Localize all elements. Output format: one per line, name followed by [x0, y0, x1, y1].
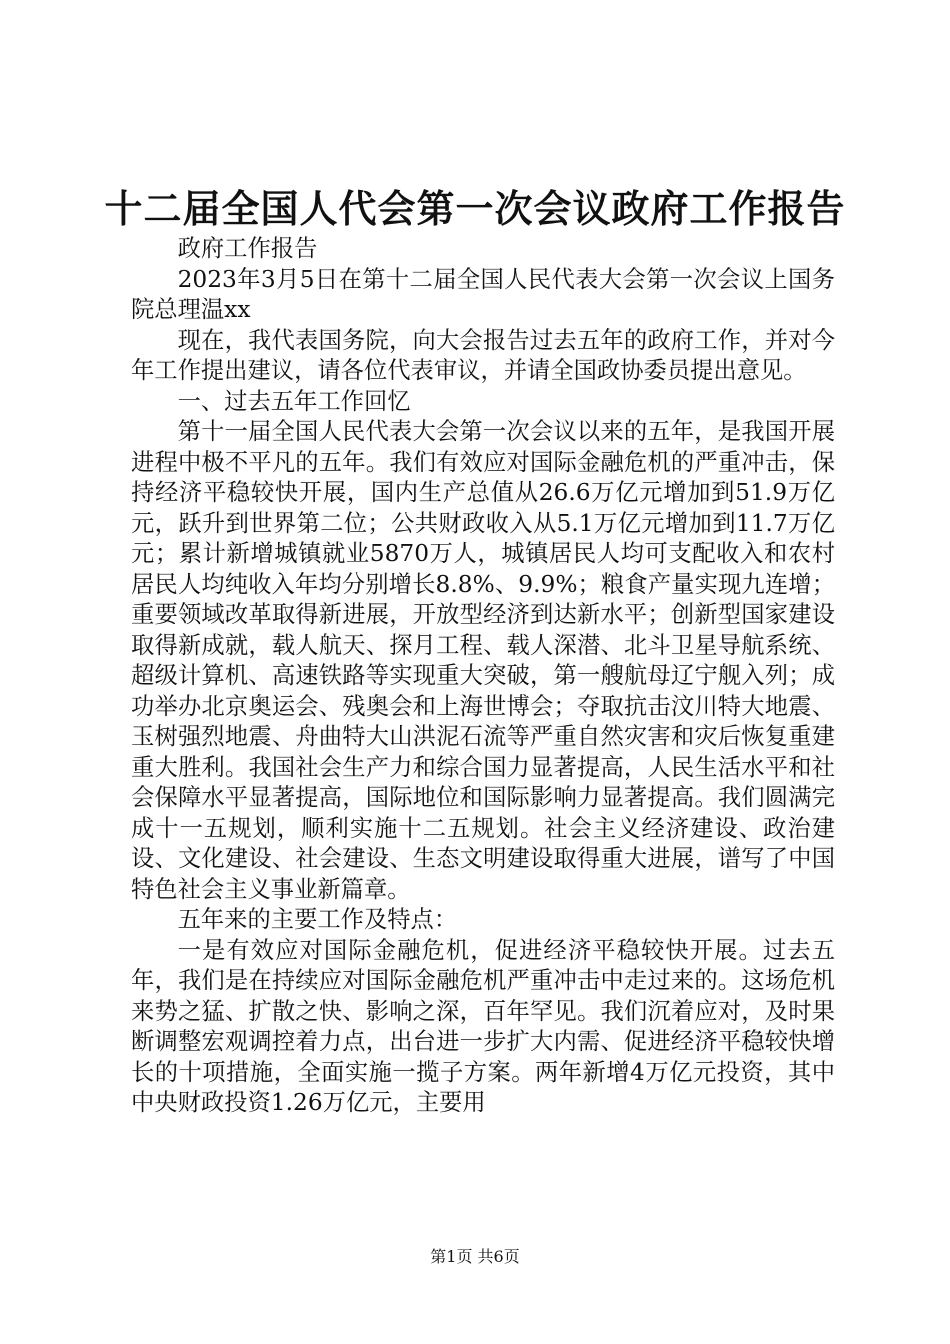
- document-title: 十二届全国人代会第一次会议政府工作报告: [104, 186, 846, 231]
- section-heading: 一、过去五年工作回忆: [177, 387, 411, 415]
- paragraph-intro: 现在，我代表国务院，向大会报告过去五年的政府工作，并对今年工作提出建议，请各位代表审议，并请全国政协委员提出意见。: [131, 326, 835, 384]
- page-footer: 第1页 共6页: [430, 1247, 520, 1266]
- paragraph-point-one: 一是有效应对国际金融危机，促进经济平稳较快开展。过去五年，我们是在持续应对国际金融危机严重冲击中走过来的。这场危机来势之猛、扩散之快、影响之深，百年罕见。我们沉着应对，及时果断调整宏观调控着力点，出台进一步扩大内需、促进经济平稳较快增长的十项措施，全面实施一揽子方案。两年新增4万亿元投资，其中中央财政投资1.26万亿元，主要用: [131, 936, 835, 1116]
- document-body: [131, 234, 835, 1119]
- paragraph-review: 第十一届全国人民代表大会第一次会议以来的五年，是我国开展进程中极不平凡的五年。我们有效应对国际金融危机的严重冲击，保持经济平稳较快开展，国内生产总值从26.6万亿元增加到51.9万亿元，跃升到世界第二位；公共财政收入从5.1万亿元增加到11.7万亿元；累计新增城镇就业5870万人，城镇居民人均可支配收入和农村居民人均纯收入年均分别增长8.8%、9.9%；粮食产量实现九连增；重要领域改革取得新进展，开放型经济到达新水平；创新型国家建设取得新成就，载人航天、探月工程、载人深潜、北斗卫星导航系统、超级计算机、高速铁路等实现重大突破，第一艘航母辽宁舰入列；成功举办北京奥运会、残奥会和上海世博会；夺取抗击汶川特大地震、玉树强烈地震、舟曲特大山洪泥石流等严重自然灾害和灾后恢复重建重大胜利。我国社会生产力和综合国力显著提高，人民生活水平和社会保障水平显著提高，国际地位和国际影响力显著提高。我们圆满完成十一五规划，顺利实施十二五规划。社会主义经济建设、政治建设、文化建设、社会建设、生态文明建设取得重大进展，谱写了中国特色社会主义事业新篇章。: [131, 418, 835, 903]
- paragraph-date-speaker: 2023年3月5日在第十二届全国人民代表大会第一次会议上国务院总理温xx: [131, 265, 835, 323]
- paragraph-main-work: 五年来的主要工作及特点：: [177, 906, 458, 933]
- paragraph-report-label: 政府工作报告: [177, 235, 318, 262]
